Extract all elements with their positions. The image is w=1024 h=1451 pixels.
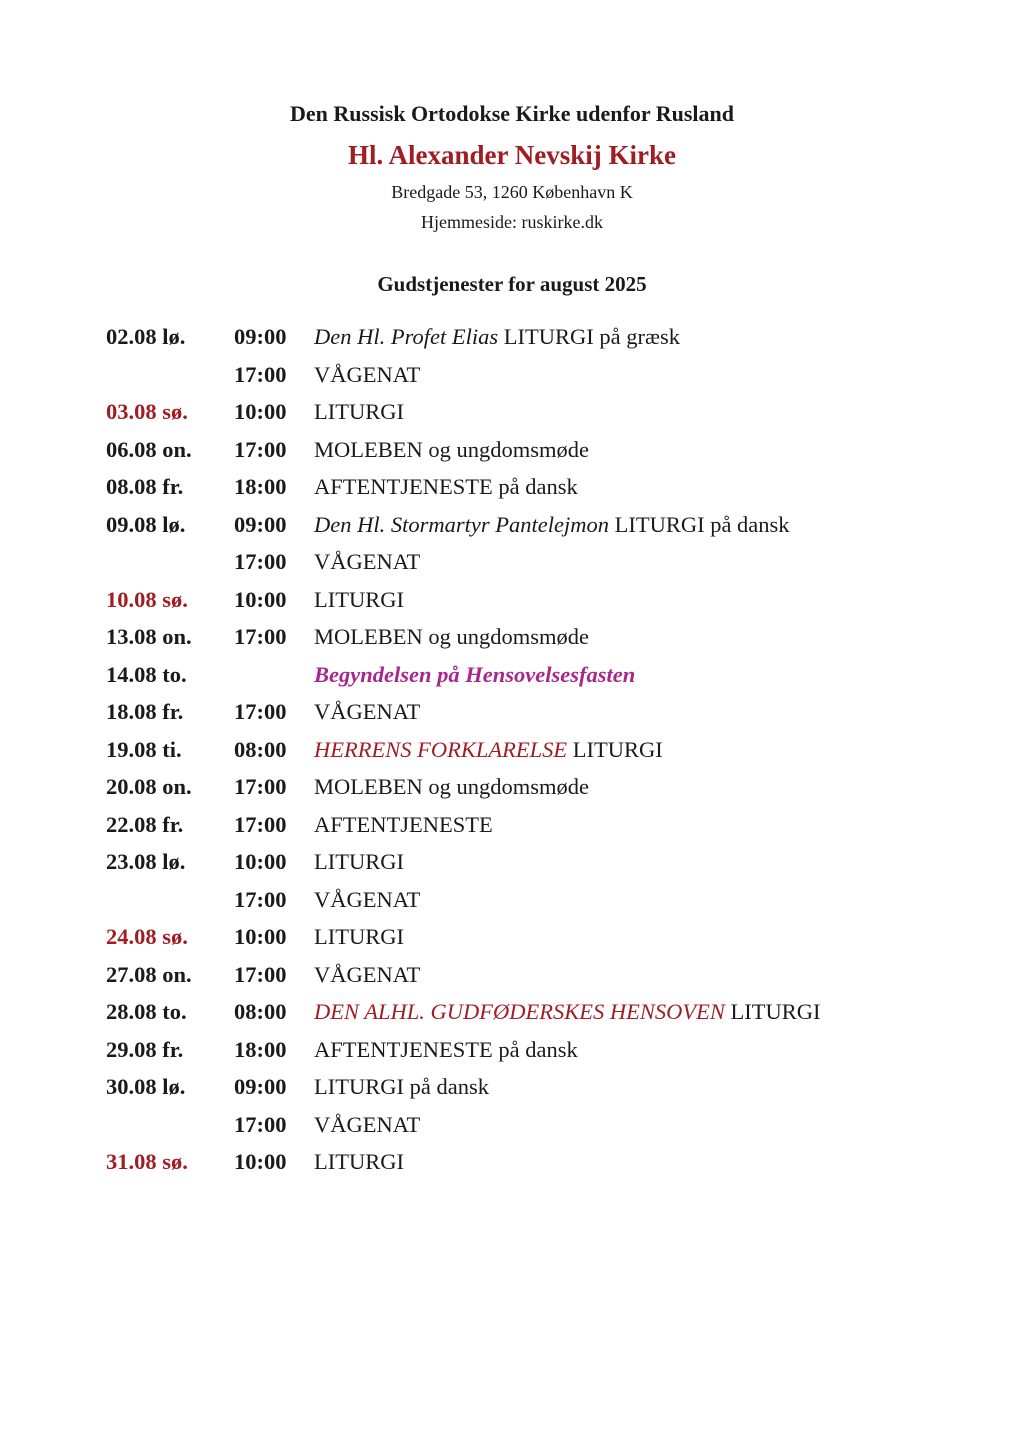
- row-date: 03.08 sø.: [106, 399, 188, 424]
- row-time: 17:00: [234, 361, 287, 387]
- row-date: 13.08 on.: [106, 624, 192, 649]
- row-date: 24.08 sø.: [106, 924, 188, 949]
- row-date: 20.08 on.: [106, 774, 192, 799]
- row-service: [314, 843, 404, 881]
- row-time: 17:00: [234, 436, 287, 462]
- schedule-row: [106, 768, 986, 806]
- row-feast: Den Hl. Profet Elias: [314, 324, 499, 349]
- row-service-text: LITURGI: [314, 399, 404, 424]
- row-service: [314, 956, 420, 994]
- row-time: 10:00: [234, 1149, 287, 1174]
- row-date: 27.08 on.: [106, 961, 192, 987]
- row-time: 17:00: [234, 549, 287, 574]
- row-date: 18.08 fr.: [106, 699, 184, 724]
- row-service: [314, 656, 635, 694]
- schedule-row: [106, 468, 986, 506]
- row-service-text: VÅGENAT: [314, 549, 421, 574]
- row-time: 08:00: [234, 999, 287, 1024]
- row-service-text: LITURGI: [314, 586, 404, 612]
- row-feast: Begyndelsen på Hensovelsesfasten: [314, 661, 636, 687]
- schedule-row: [106, 656, 986, 694]
- service-schedule: [106, 318, 986, 1181]
- row-date: 31.08 sø.: [106, 1149, 188, 1174]
- row-service: [314, 1031, 578, 1069]
- row-service: [314, 1143, 404, 1181]
- church-name: Hl. Alexander Nevskij Kirke: [348, 140, 676, 170]
- row-date: 29.08 fr.: [106, 1036, 184, 1062]
- row-date: 08.08 fr.: [106, 474, 184, 499]
- row-service: [314, 431, 589, 469]
- row-service: [314, 918, 404, 956]
- schedule-row: [106, 918, 986, 956]
- row-service: [314, 1106, 420, 1144]
- row-date: 06.08 on.: [106, 436, 192, 462]
- row-date: 10.08 sø.: [106, 586, 188, 612]
- row-date: 14.08 to.: [106, 661, 187, 687]
- row-service-text: MOLEBEN og ungdomsmøde: [314, 436, 589, 462]
- row-service: [314, 506, 790, 544]
- row-time: 17:00: [234, 624, 287, 649]
- row-feast: DEN ALHL. GUDFØDERSKES HENSOVEN: [314, 999, 725, 1024]
- row-feast: HERRENS FORKLARELSE: [314, 736, 568, 762]
- row-time: 09:00: [234, 511, 287, 537]
- schedule-row: [106, 393, 986, 431]
- row-time: 17:00: [234, 699, 287, 724]
- row-service-text: AFTENTJENESTE på dansk: [314, 1036, 578, 1062]
- schedule-row: [106, 956, 986, 994]
- row-service: [314, 993, 820, 1031]
- row-time: 10:00: [234, 924, 287, 949]
- schedule-row: [106, 881, 986, 919]
- schedule-row: [106, 618, 986, 656]
- row-service: [314, 543, 420, 581]
- row-service-text: VÅGENAT: [314, 361, 421, 387]
- row-time: 17:00: [234, 1111, 287, 1137]
- schedule-row: [106, 1106, 986, 1144]
- schedule-row: [106, 431, 986, 469]
- row-service-text: LITURGI: [314, 1149, 404, 1174]
- row-time: 18:00: [234, 474, 287, 499]
- row-service: [314, 768, 589, 806]
- schedule-row: [106, 1143, 986, 1181]
- schedule-row: [106, 731, 986, 769]
- row-service-text: MOLEBEN og ungdomsmøde: [314, 624, 589, 649]
- row-date: 02.08 lø.: [106, 324, 186, 349]
- schedule-row: [106, 693, 986, 731]
- row-service-text: VÅGENAT: [314, 1111, 421, 1137]
- row-service: [314, 806, 493, 844]
- schedule-row: [106, 1068, 986, 1106]
- row-service-text: LITURGI: [567, 736, 663, 762]
- row-date: 23.08 lø.: [106, 849, 186, 874]
- row-time: 17:00: [234, 961, 287, 987]
- row-date: 28.08 to.: [106, 999, 187, 1024]
- row-service: [314, 581, 404, 619]
- schedule-row: [106, 318, 986, 356]
- row-service-text: LITURGI: [314, 849, 404, 874]
- row-service-text: MOLEBEN og ungdomsmøde: [314, 774, 589, 799]
- row-service: [314, 393, 404, 431]
- row-service: [314, 468, 578, 506]
- row-time: 17:00: [234, 774, 287, 799]
- row-service: [314, 881, 420, 919]
- row-service-text: AFTENTJENESTE: [314, 811, 493, 837]
- row-service-text: VÅGENAT: [314, 961, 421, 987]
- row-service: [314, 731, 663, 769]
- row-time: 10:00: [234, 586, 287, 612]
- schedule-row: [106, 993, 986, 1031]
- row-service: [314, 356, 420, 394]
- schedule-row: [106, 843, 986, 881]
- row-time: 08:00: [234, 736, 287, 762]
- row-service-text: VÅGENAT: [314, 699, 421, 724]
- row-time: 10:00: [234, 399, 287, 424]
- row-service: [314, 618, 589, 656]
- row-service-text: LITURGI: [314, 924, 404, 949]
- organization-name: Den Russisk Ortodokse Kirke udenfor Rusland: [290, 101, 734, 126]
- row-service: [314, 693, 420, 731]
- schedule-row: [106, 356, 986, 394]
- row-date: 22.08 fr.: [106, 811, 184, 837]
- church-address: Bredgade 53, 1260 København K: [391, 182, 633, 202]
- row-service: [314, 1068, 489, 1106]
- row-service-text: AFTENTJENESTE på dansk: [314, 474, 578, 499]
- row-date: 19.08 ti.: [106, 736, 182, 762]
- schedule-row: [106, 581, 986, 619]
- schedule-title: Gudstjenester for august 2025: [377, 272, 647, 296]
- row-feast: Den Hl. Stormartyr Pantelejmon: [314, 511, 609, 537]
- row-time: 17:00: [234, 886, 287, 912]
- row-service-text: VÅGENAT: [314, 886, 421, 912]
- schedule-row: [106, 506, 986, 544]
- schedule-row: [106, 1031, 986, 1069]
- row-time: 10:00: [234, 849, 287, 874]
- row-time: 09:00: [234, 1074, 287, 1099]
- row-service-text: LITURGI på dansk: [608, 511, 790, 537]
- row-service-text: LITURGI på græsk: [498, 324, 681, 349]
- row-service-text: LITURGI: [724, 999, 821, 1024]
- row-time: 09:00: [234, 324, 287, 349]
- row-date: 09.08 lø.: [106, 511, 186, 537]
- row-time: 18:00: [234, 1036, 287, 1062]
- row-service-text: LITURGI på dansk: [314, 1074, 489, 1099]
- church-website: Hjemmeside: ruskirke.dk: [421, 212, 603, 232]
- row-service: [314, 318, 680, 356]
- row-time: 17:00: [234, 811, 287, 837]
- schedule-row: [106, 543, 986, 581]
- schedule-row: [106, 806, 986, 844]
- row-date: 30.08 lø.: [106, 1074, 186, 1099]
